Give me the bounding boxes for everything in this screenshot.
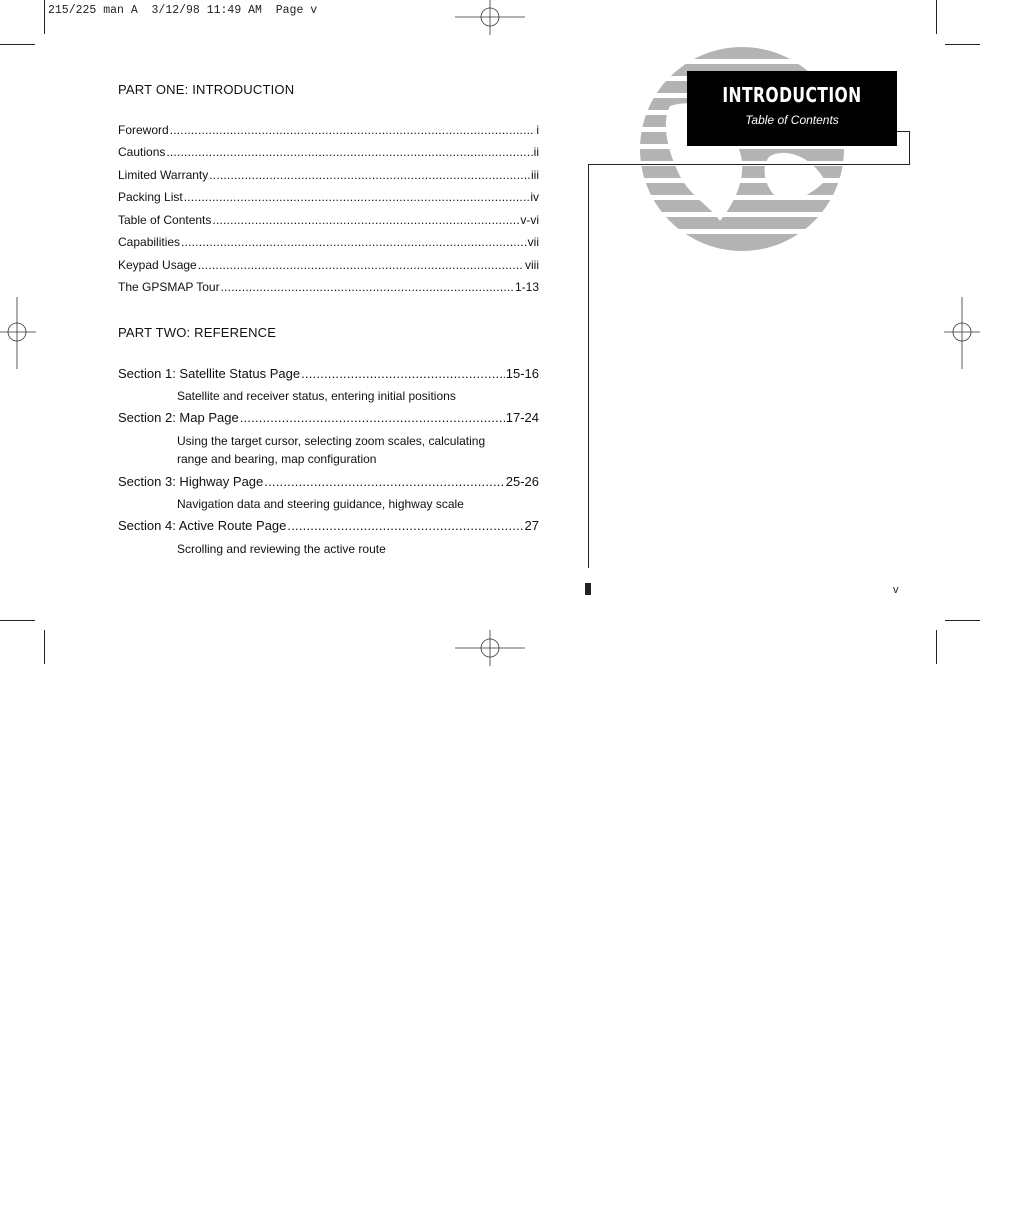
crop-mark — [936, 630, 937, 664]
crop-mark — [936, 0, 937, 34]
toc-section-page: 17-24 — [505, 410, 539, 425]
toc-section-description: Scrolling and reviewing the active route — [177, 542, 386, 556]
crop-mark — [0, 44, 35, 45]
registration-mark-icon — [455, 0, 525, 36]
section-tab-subtitle: Table of Contents — [745, 113, 839, 127]
leader-dots — [287, 518, 523, 533]
crop-mark — [0, 620, 35, 621]
toc-section-description: Navigation data and steering guidance, highway scale — [177, 497, 464, 511]
toc-section-description: Satellite and receiver status, entering initial positions — [177, 389, 456, 403]
tab-frame-line — [588, 164, 910, 165]
toc-section-label: Section 2: Map Page — [118, 410, 239, 425]
toc-entry-page: viii — [525, 258, 539, 272]
toc-section-label: Section 3: Highway Page — [118, 474, 264, 489]
toc-entry-page: iv — [530, 190, 539, 204]
crop-mark — [44, 630, 45, 664]
toc-section-label: Section 4: Active Route Page — [118, 518, 287, 533]
toc-section-page: 25-26 — [505, 474, 539, 489]
leader-dots — [198, 258, 524, 272]
toc-entry-page: iii — [531, 168, 539, 182]
toc-entry-label: Packing List — [118, 190, 183, 204]
toc-entry-label: The GPSMAP Tour — [118, 280, 220, 294]
part-two-heading: PART TWO: REFERENCE — [118, 325, 277, 340]
toc-entry[interactable] — [118, 258, 539, 272]
toc-entry[interactable] — [118, 123, 539, 137]
toc-entry[interactable] — [118, 168, 539, 182]
toc-entry[interactable] — [118, 145, 539, 159]
toc-section-page: 27 — [524, 518, 539, 533]
toc-entry[interactable] — [118, 213, 539, 227]
toc-section-entry[interactable] — [118, 410, 539, 425]
leader-dots — [181, 235, 527, 249]
toc-section-entry[interactable] — [118, 366, 539, 381]
leader-dots — [184, 190, 530, 204]
toc-entry[interactable] — [118, 190, 539, 204]
toc-entry-label: Cautions — [118, 145, 166, 159]
toc-entry-page: vii — [527, 235, 539, 249]
toc-section-entry[interactable] — [118, 518, 539, 533]
tab-frame-line — [909, 131, 910, 165]
page-marker — [585, 583, 591, 595]
crop-mark — [945, 620, 980, 621]
toc-entry-label: Limited Warranty — [118, 168, 209, 182]
toc-entry-page: v-vi — [520, 213, 539, 227]
leader-dots — [301, 366, 505, 381]
registration-mark-icon — [944, 297, 980, 369]
tab-frame-line — [897, 131, 910, 132]
registration-mark-icon — [0, 297, 36, 369]
toc-entry-label: Foreword — [118, 123, 169, 137]
toc-section-entry[interactable] — [118, 474, 539, 489]
tab-frame-line — [588, 164, 589, 568]
leader-dots — [212, 213, 519, 227]
leader-dots — [264, 474, 504, 489]
section-tab — [687, 71, 897, 146]
section-tab-title: INTRODUCTION — [722, 83, 862, 107]
crop-mark — [44, 0, 45, 34]
leader-dots — [209, 168, 530, 182]
crop-mark — [945, 44, 980, 45]
toc-entry[interactable] — [118, 280, 539, 294]
toc-section-page: 15-16 — [505, 366, 539, 381]
leader-dots — [240, 410, 505, 425]
toc-entry-page: ii — [533, 145, 539, 159]
part-one-heading: PART ONE: INTRODUCTION — [118, 82, 295, 97]
toc-entry[interactable] — [118, 235, 539, 249]
toc-entry-page: i — [536, 123, 539, 137]
toc-section-label: Section 1: Satellite Status Page — [118, 366, 301, 381]
toc-entry-label: Keypad Usage — [118, 258, 197, 272]
leader-dots — [170, 123, 536, 137]
page-number: v — [893, 584, 899, 596]
toc-section-description: Using the target cursor, selecting zoom scales, calculating range and bearing, map configuration — [177, 434, 486, 466]
toc-entry-label: Table of Contents — [118, 213, 212, 227]
registration-mark-icon — [455, 630, 525, 666]
printer-slug: 215/225 man A 3/12/98 11:49 AM Page v — [48, 4, 318, 17]
leader-dots — [166, 145, 532, 159]
toc-entry-page: 1-13 — [514, 280, 539, 294]
leader-dots — [221, 280, 514, 294]
toc-entry-label: Capabilities — [118, 235, 181, 249]
